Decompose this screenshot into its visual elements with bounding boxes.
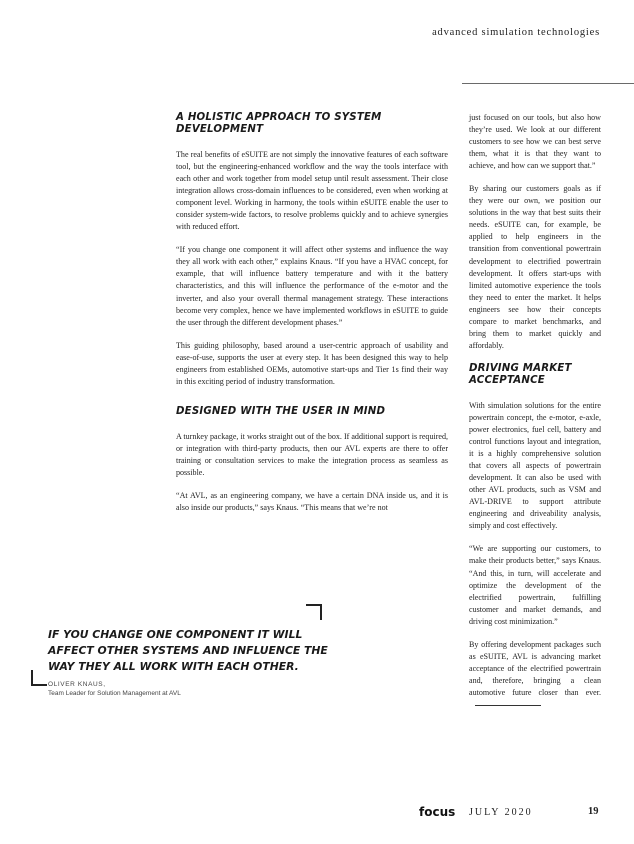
quote-corner-top-right (306, 604, 322, 620)
section-header: advanced simulation technologies (432, 27, 600, 38)
end-mark-rule (475, 705, 541, 706)
pull-quote: IF YOU CHANGE ONE COMPONENT IT WILL AFFECT OTHER SYSTEMS AND INFLUENCE THE WAY THEY ALL WORK WITH EACH OTHER. (48, 628, 328, 673)
body-paragraph: By sharing our customers goals as if they were our own, we position our solutions in the way that best suits their needs. eSUITE can, for example, be applied to help engineers in the transition from conventional powertrain development to electrified powertrain development. It offers start-ups with limited automotive experience the tools they need to enter the market. It helps engineers see how their concepts compare to market benchmarks, and bring them to market quickly and affordably. (469, 184, 601, 350)
final-paragraph-text: By offering development packages such as eSUITE, AVL is advancing market acceptance of the electrified powertrain and, therefore, bringing a clean automotive future closer than ever. (469, 639, 601, 697)
article-column-left (176, 112, 448, 525)
body-paragraph-final (469, 639, 601, 711)
body-paragraph: A turnkey package, it works straight out of the box. If additional support is required, or integration with third-party products, then our AVL experts are there to offer training or consultation services to make the integration process as seamless as possible. (176, 431, 448, 477)
body-paragraph: This guiding philosophy, based around a user-centric approach of usability and ease-of-use, supports the user at every step. It has been designed this way to help engineers from established OEMs, automotive start-ups and Tier 1s find their way in this exciting period of industry transformation. (176, 340, 448, 386)
section-heading: A HOLISTIC APPROACH TO SYSTEM DEVELOPMENT (176, 112, 382, 135)
quote-corner-bottom-left (31, 670, 47, 686)
body-paragraph: The real benefits of eSUITE are not simply the innovative features of each software tool, but the engineering-enhanced workflow and the way the tools interface with each other and work together from model setup until result assessment. Their close integration allows cross-domain influences to be considered, even when working at component level. Working in harmony, the tools within eSUITE enable the user to consider system-wide factors, to resolve problems quickly and to achieve synergies with reduced effort. (176, 150, 448, 232)
article-column-right (469, 112, 601, 722)
quote-attribution-name: OLIVER KNAUS, (48, 681, 106, 688)
body-paragraph: With simulation solutions for the entire powertrain concept, the e-motor, e-axle, power electronics, fuel cell, battery and control functions layout and integration, it is a highly comprehensive solution that covers all aspects of powertrain development. It can also be used with other AVL products, such as VSM and AVL-DRIVE to support attribute engineering and driveability analysis, simply and cost effectively. (469, 400, 601, 531)
page-number: 19 (588, 806, 599, 817)
section-heading: DESIGNED WITH THE USER IN MIND (176, 405, 386, 417)
issue-date: JULY 2020 (469, 807, 533, 818)
section-heading: DRIVING MARKET ACCEPTANCE (469, 362, 572, 386)
body-paragraph: “At AVL, as an engineering company, we have a certain DNA inside us, and it is also inside our products,” says Knaus. “This means that we’re not (176, 491, 448, 513)
body-paragraph: “We are supporting our customers, to make their products better,” says Knaus. “And this, in turn, will accelerate and optimize the development of the electrified powertrain, fulfilling customer and market demands, and driving cost minimization.” (469, 544, 601, 626)
body-paragraph: just focused on our tools, but also how they’re used. We look at our different customers to see how we can best serve them, what it is that they want to achieve, and how can we support that.” (469, 113, 601, 171)
magazine-brand: focus (419, 805, 456, 819)
quote-attribution-title: Team Leader for Solution Management at AVL (48, 690, 181, 697)
header-rule (462, 83, 634, 84)
body-paragraph: “If you change one component it will affect other systems and influence the way they all work with each other,” explains Knaus. “If you have a HVAC concept, for example, that will influence battery temperature and with it the battery characteristics, and this will influence the performance of the e-motor and the inverter, and also your overall thermal management strategy. These interactions become very complex, hence we have implemented workflows in eSUITE to guide the user through the different development phases.” (176, 245, 448, 327)
